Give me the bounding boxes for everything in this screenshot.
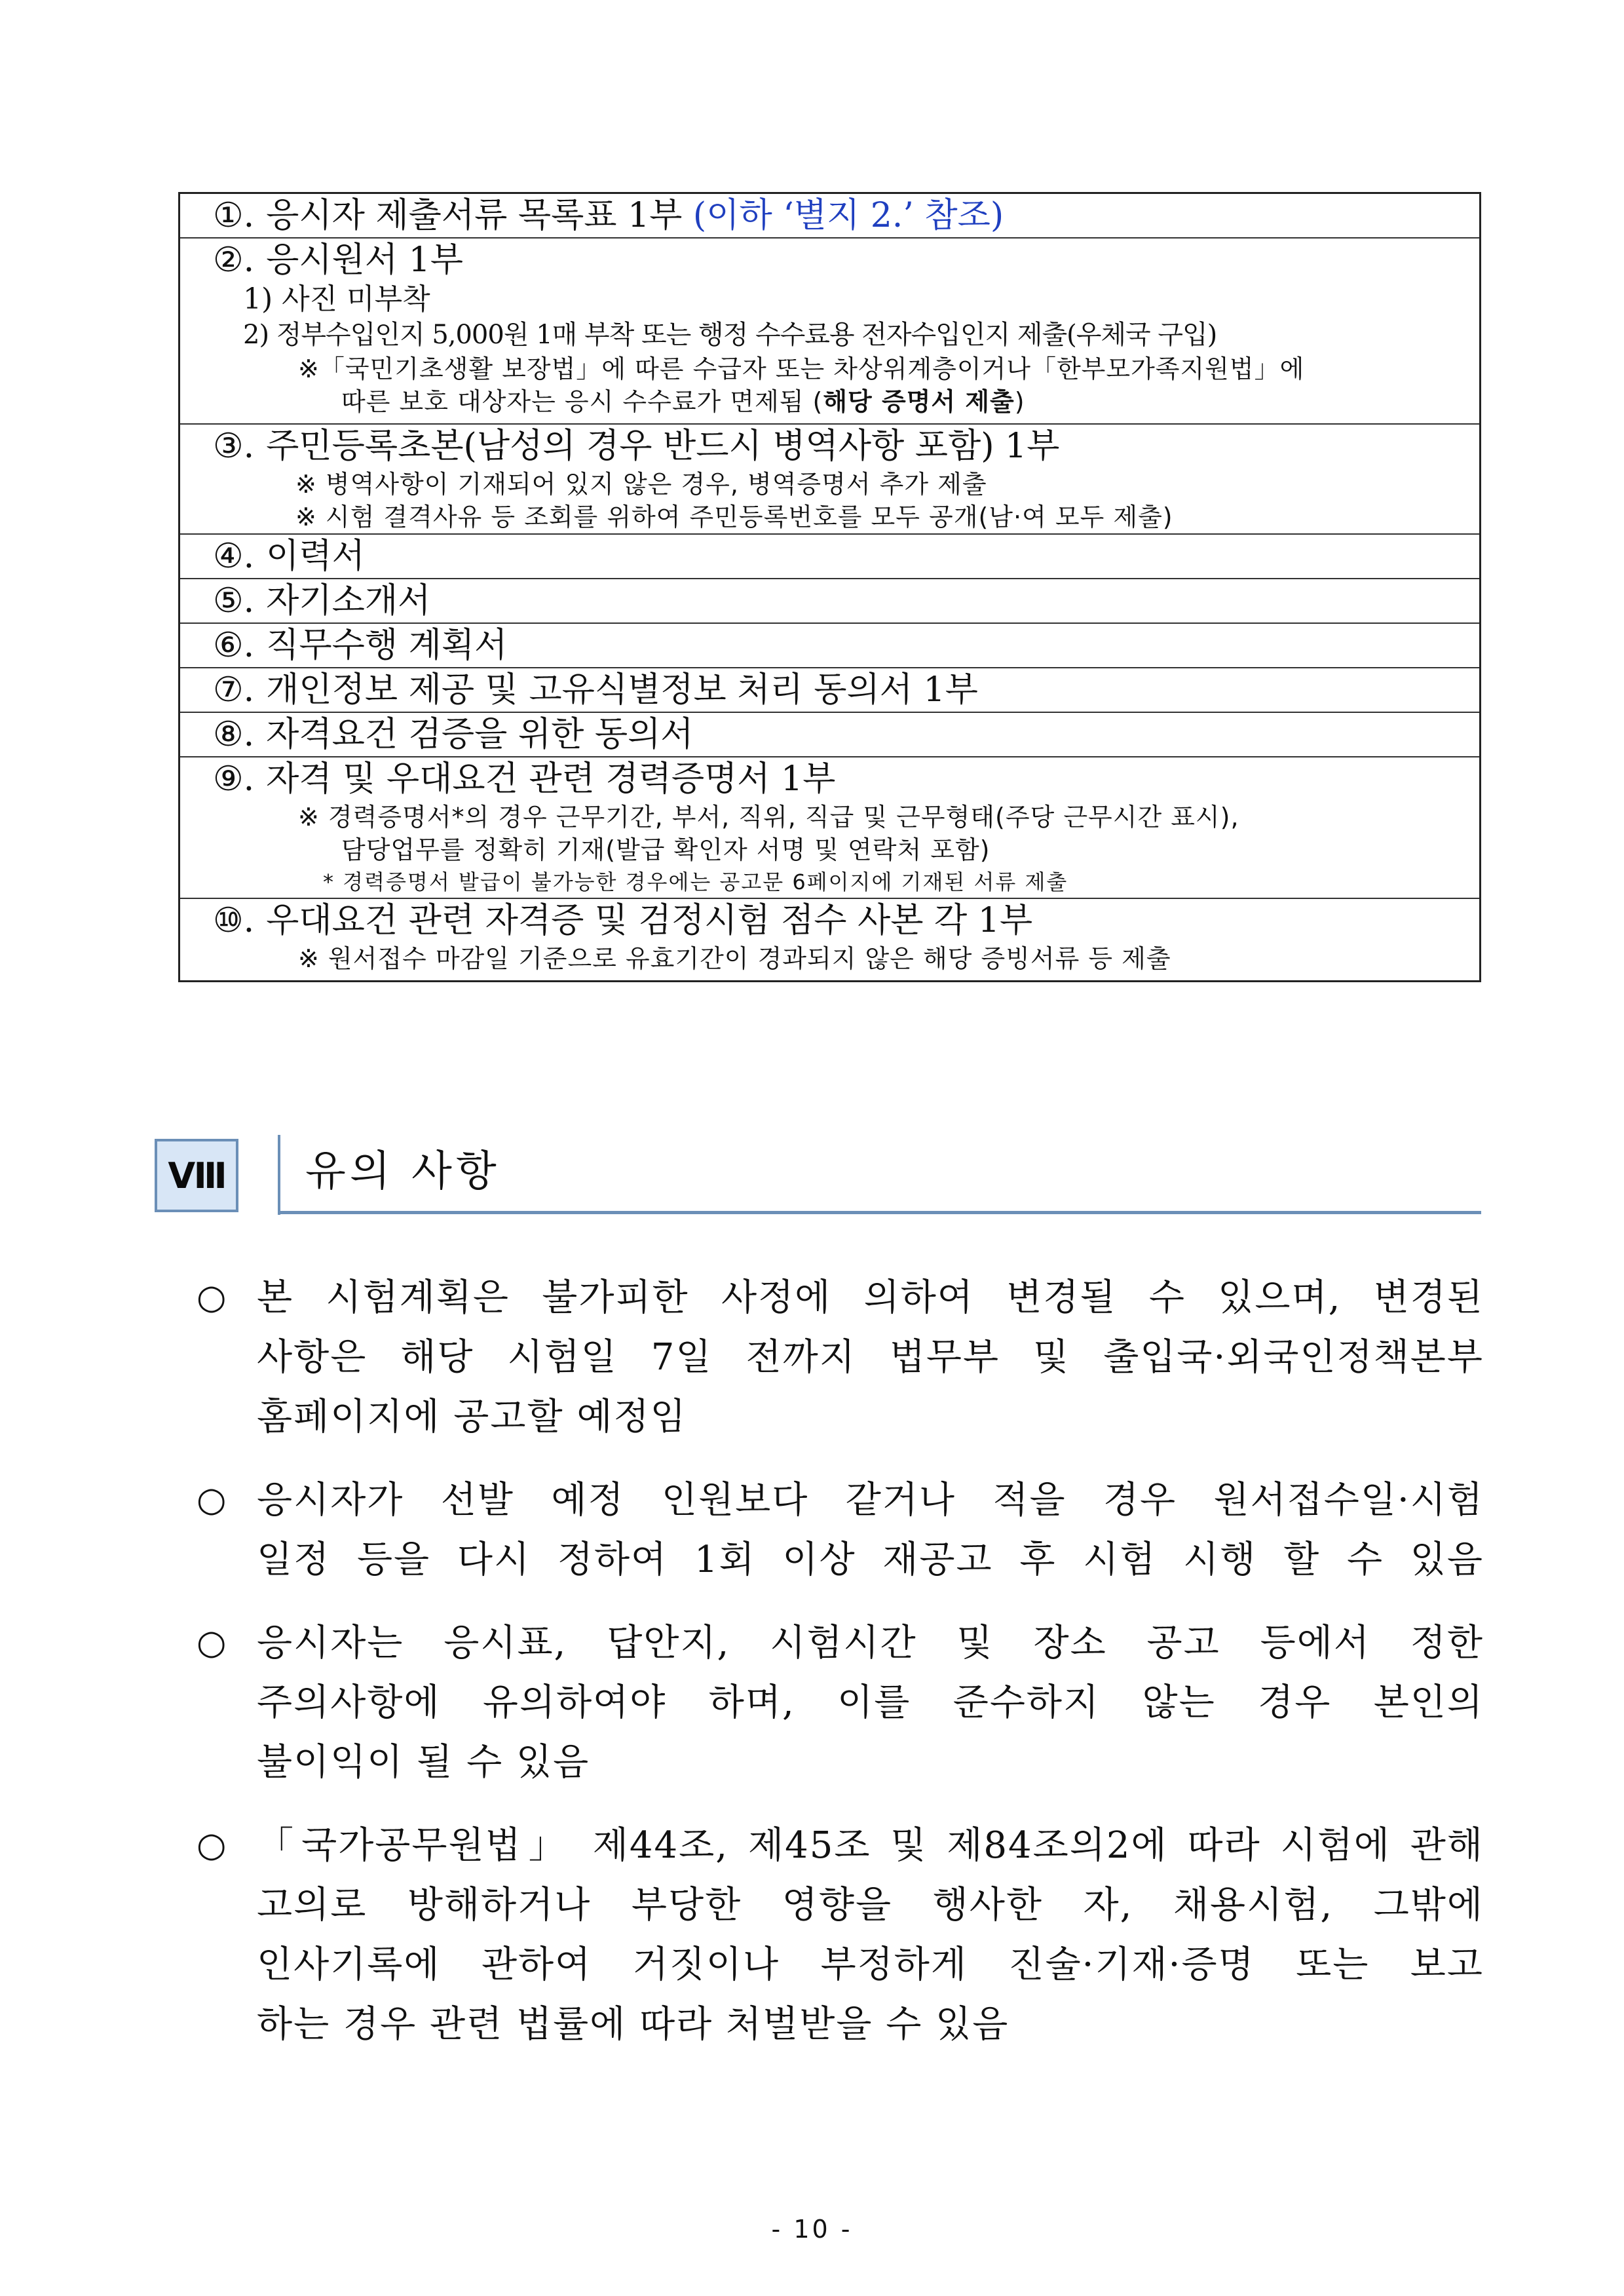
note-line: ※ 경력증명서*의 경우 근무기간, 부서, 직위, 직급 및 근무형태(주당 근무시간 표시), [298,803,1239,832]
row-text: 응시자 제출서류 목록표 1부 [266,196,683,235]
row-text: 자격 및 우대요건 관련 경력증명서 1부 [266,759,836,799]
bullet-icon: ○ [197,1826,228,1865]
note-line: 사항은 해당 시험일 7일 전까지 법무부 및 출입국·외국인정책본부 [257,1336,1484,1379]
note-line: 담당업무를 정확히 기재(발급 확인자 서명 및 연락처 포함) [341,835,991,864]
row-number: ④. [213,537,255,576]
table-row [180,533,1479,578]
note-line: 응시자는 응시표, 답안지, 시험시간 및 장소 공고 등에서 정한 [257,1622,1484,1664]
row-title [180,757,1479,801]
section-title: 유의 사항 [305,1147,500,1196]
row-note: ※ 시험 결격사유 등 조회를 위하여 주민등록번호를 모두 공개(남·여 모두 제출) [295,503,1173,531]
row-note: ※ 병역사항이 기재되어 있지 않은 경우, 병역증명서 추가 제출 [295,470,987,499]
table-row [180,578,1479,622]
row-title [180,899,1479,942]
row-note [180,353,1479,418]
note-line: 불이익이 될 수 있음 [257,1741,590,1784]
note-line: 본 시험계획은 불가피한 사정에 의하여 변경될 수 있으며, 변경된 [257,1276,1484,1319]
note-line: 응시자가 선발 예정 인원보다 같거나 적을 경우 원서접수일·시험 [257,1479,1484,1521]
note-line [298,385,1479,418]
row-number: ⑥. [213,626,255,665]
note-bold-text: 해당 증명서 제출 [823,387,1015,416]
table-row [180,712,1479,756]
table-row [180,194,1479,237]
note-line: 일정 등을 다시 정하여 1회 이상 재공고 후 시험 시행 할 수 있음 [257,1539,1484,1581]
row-text: 자격요건 검증을 위한 동의서 [266,715,694,754]
row-title [180,535,1479,578]
row-title [180,668,1479,712]
notes-list [197,1268,1484,2078]
row-number: ③. [213,427,255,466]
row-number: ⑩. [213,901,255,940]
row-text: 개인정보 제공 및 고유식별정보 처리 동의서 1부 [266,670,978,710]
sub-item: 2) 정부수입인지 5,000원 1매 부착 또는 행정 수수료용 전자수입인지 제출(우체국 구입) [243,320,1217,350]
row-text: 응시원서 1부 [266,240,463,280]
row-text: 직무수행 계획서 [266,626,508,665]
note-line: 「국가공무원법」 제44조, 제45조 및 제84조의2에 따라 시험에 관해 [257,1824,1484,1867]
note-text: ) [1014,387,1025,416]
row-title [180,239,1479,282]
note-line: 인사기록에 관하여 거짓이나 부정하게 진술·기재·증명 또는 보고 [257,1943,1484,1986]
note-line: 하는 경우 관련 법률에 따라 처벌받을 수 있음 [257,2003,1010,2046]
bullet-icon: ○ [197,1278,228,1317]
note-line: 홈페이지에 공고할 예정임 [257,1396,687,1438]
page-number: - 10 - [771,2215,853,2244]
row-title [180,624,1479,667]
list-item [197,1613,1484,1792]
row-number: ⑤. [213,581,255,621]
row-number: ⑨. [213,759,255,799]
table-row [180,898,1479,980]
list-item [197,1470,1484,1590]
row-text: 자기소개서 [266,581,431,621]
note-line: 고의로 방해하거나 부당한 영향을 행사한 자, 채용시험, 그밖에 [257,1884,1484,1926]
note-text: 따른 보호 대상자는 응시 수수료가 면제됨 ( [341,387,823,416]
row-text: 우대요건 관련 자격증 및 검정시험 점수 사본 각 1부 [266,901,1033,940]
bullet-icon: ○ [197,1480,228,1520]
row-title [180,579,1479,622]
section-number-badge: Ⅷ [155,1139,238,1212]
appendix-reference: (이하 ‘별지 2.’ 참조) [692,196,1004,235]
bullet-icon: ○ [197,1623,228,1662]
row-text: 주민등록초본(남성의 경우 반드시 병역사항 포함) 1부 [266,427,1060,466]
row-title [180,425,1479,468]
sub-item: 1) 사진 미부착 [243,282,430,316]
note-line: ※「국민기초생활 보장법」에 따른 수급자 또는 차상위계층이거나「한부모가족지원법」에 [298,354,1305,383]
row-note [180,801,1479,866]
section-underline [280,1211,1481,1214]
table-row [180,622,1479,667]
list-item [197,1268,1484,1447]
row-number: ⑦. [213,670,255,710]
required-documents-table [178,192,1481,982]
table-row [180,423,1479,533]
table-row [180,756,1479,898]
row-note: ※ 원서접수 마감일 기준으로 유효기간이 경과되지 않은 해당 증빙서류 등 제출 [298,944,1171,973]
list-item [197,1816,1484,2054]
row-text: 이력서 [266,537,365,576]
row-number: ①. [213,196,255,235]
row-number: ②. [213,240,255,280]
section-divider [278,1135,280,1215]
row-title [180,713,1479,756]
footnote: * 경력증명서 발급이 불가능한 경우에는 공고문 6페이지에 기재된 서류 제출 [323,870,1068,894]
table-row [180,237,1479,423]
row-title [180,194,1479,237]
table-row [180,667,1479,712]
row-number: ⑧. [213,715,255,754]
note-line: 주의사항에 유의하여야 하며, 이를 준수하지 않는 경우 본인의 [257,1681,1484,1724]
